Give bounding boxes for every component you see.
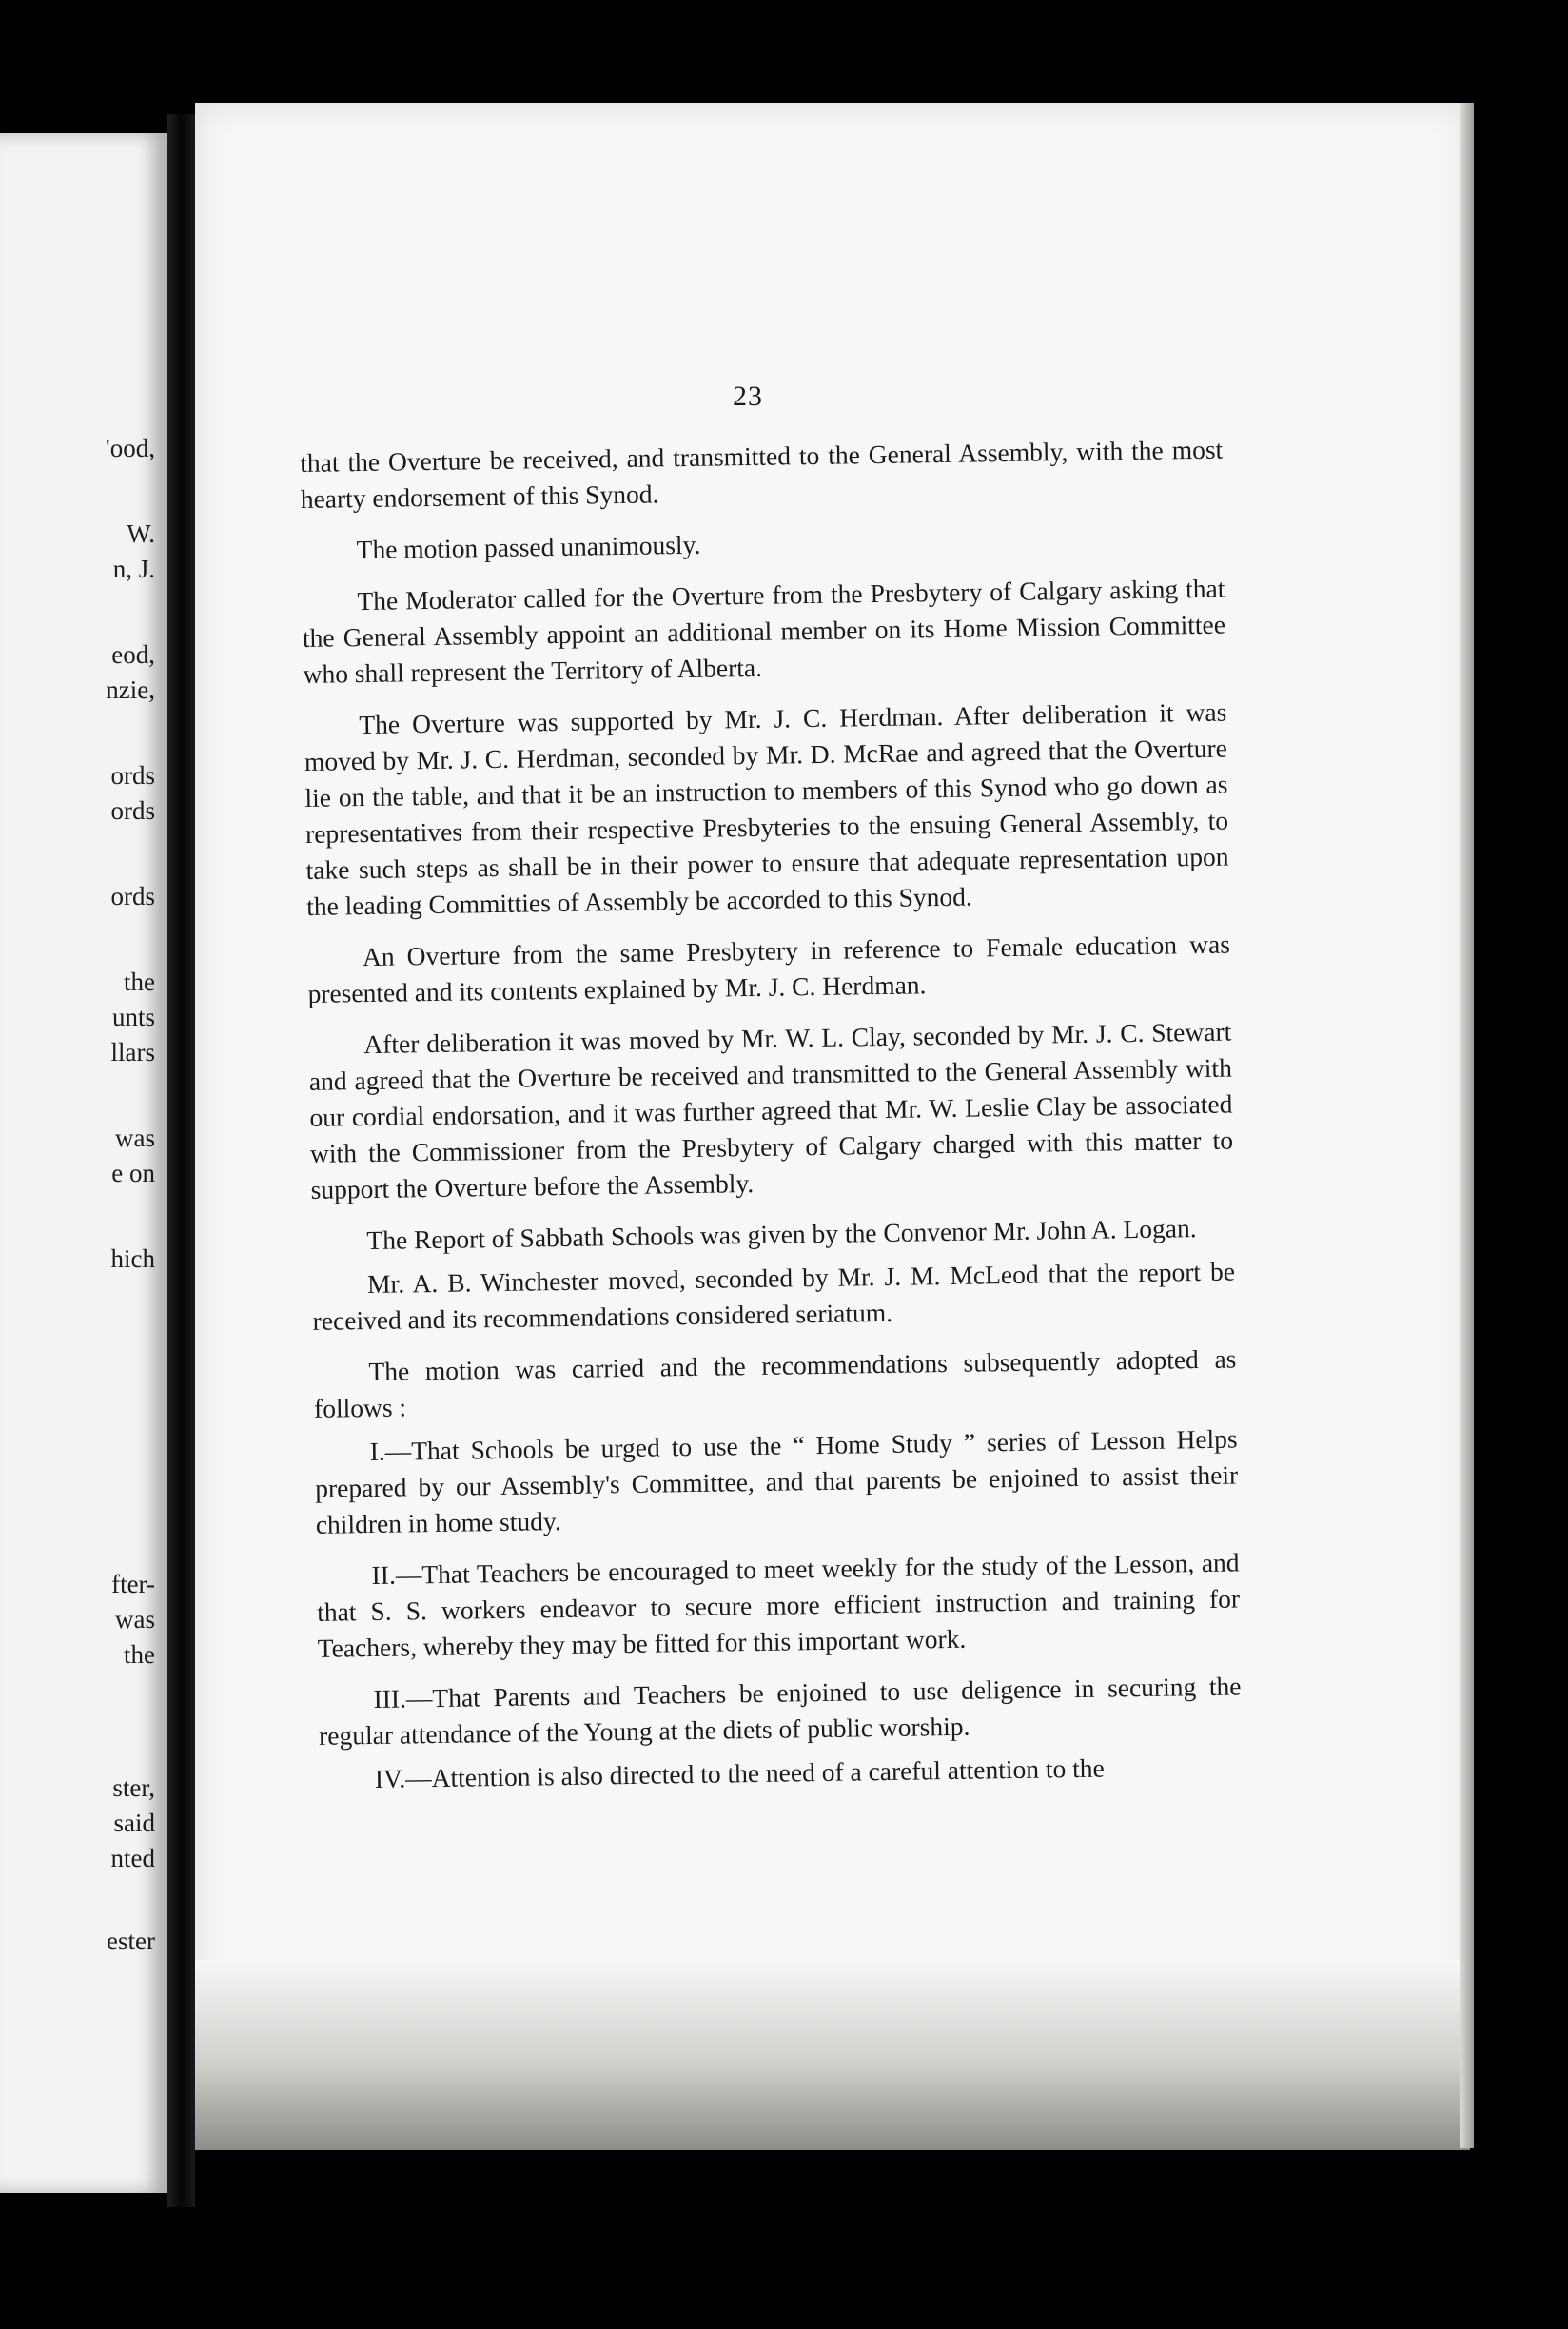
left-fragment: eod,: [111, 640, 155, 669]
page-edge-shadow: [0, 133, 167, 2193]
left-fragment: the: [124, 1640, 155, 1669]
paragraph: The Report of Sabbath Schools was given by the Convenor Mr. John A. Logan.: [366, 1213, 1197, 1256]
paragraph: Mr. A. B. Winchester moved, seconded by Mr. J. M. McLeod that the report be received and its recommendations considered seriatum.: [312, 1256, 1236, 1336]
paragraph: The motion was carried and the recommendations subsequently adopted as follows :: [313, 1343, 1237, 1423]
left-fragment: 'ood,: [105, 434, 155, 462]
page-right-edge: [1460, 103, 1474, 2148]
left-fragment: was: [115, 1124, 155, 1152]
left-fragment: ords: [110, 796, 155, 825]
page-body: [300, 432, 1243, 1813]
left-fragment: ords: [110, 761, 155, 790]
paragraph: An Overture from the same Presbytery in reference to Female education was presented and its contents explained by Mr. J. C. Herdman.: [307, 929, 1231, 1008]
left-fragment: W.: [127, 519, 155, 548]
left-fragment: ster,: [112, 1773, 155, 1802]
book-gutter: [167, 114, 195, 2207]
left-fragment: llars: [110, 1038, 155, 1067]
paragraph: The Moderator called for the Overture from the Presbytery of Calgary asking that the General Assembly appoint an additional member on its Home Mission Committee who shall represent the Territory of Alberta.: [302, 573, 1226, 689]
left-fragment: n, J.: [112, 555, 155, 583]
left-fragment: ords: [110, 882, 155, 910]
left-fragment: e on: [111, 1159, 155, 1187]
paragraph: The Overture was supported by Mr. J. C. Herdman. After deliberation it was moved by Mr. J. C. Herdman, seconded by Mr. D. McRae and agreed that the Overture lie on the table, and that it be an instruction to members of this Synod who go down as representatives from their respective Presbyteries to the ensuing General Assembly, to take such steps as shall be in their power to ensure that adequate representation upon the leading Committies of Assembly be accorded to this Synod.: [304, 696, 1229, 921]
left-fragment: nzie,: [106, 675, 155, 704]
paragraph: After deliberation it was moved by Mr. W. L. Clay, seconded by Mr. J. C. Stewart and agreed that the Overture be received and transmitted to the General Assembly with our cordial endorsation, and it was further agreed that Mr. W. Leslie Clay be associated with the Commissioner from the Presbytery of Calgary charged with this matter to support the Overture before the Assembly.: [308, 1016, 1234, 1204]
left-fragment: unts: [111, 1003, 155, 1031]
recommendation-item: III.—That Parents and Teachers be enjoined to use deligence in securing the regular attendance of the Young at the diets of public worship.: [318, 1671, 1242, 1751]
left-fragment: nted: [110, 1844, 155, 1872]
left-fragment: ester: [107, 1927, 155, 1955]
left-fragment: the: [124, 968, 155, 996]
paragraph: The motion passed unanimously.: [356, 529, 701, 565]
page-bottom-shadow: [195, 1960, 1470, 2150]
left-fragment: fter-: [111, 1570, 155, 1598]
recommendation-item: II.—That Teachers be encouraged to meet weekly for the study of the Lesson, and that S. S. workers endeavor to secure more efficient instruction and training for Teachers, whereby they may be fitted for this important work.: [316, 1547, 1241, 1663]
left-fragment: was: [115, 1605, 155, 1634]
left-fragment: said: [113, 1809, 155, 1837]
recommendation-item: IV.—Attention is also directed to the need of a careful attention to the: [374, 1752, 1105, 1793]
recommendation-item: I.—That Schools be urged to use the “ Home Study ” series of Lesson Helps prepared by our Assembly's Committee, and that parents be enjoined to assist their children in home study.: [315, 1423, 1239, 1539]
paragraph: that the Overture be received, and transmitted to the General Assembly, with the most hearty endorsement of this Synod.: [300, 434, 1224, 514]
page-number: 23: [733, 381, 763, 412]
left-fragment: hich: [110, 1244, 155, 1273]
previous-page-edge: [0, 133, 167, 2193]
